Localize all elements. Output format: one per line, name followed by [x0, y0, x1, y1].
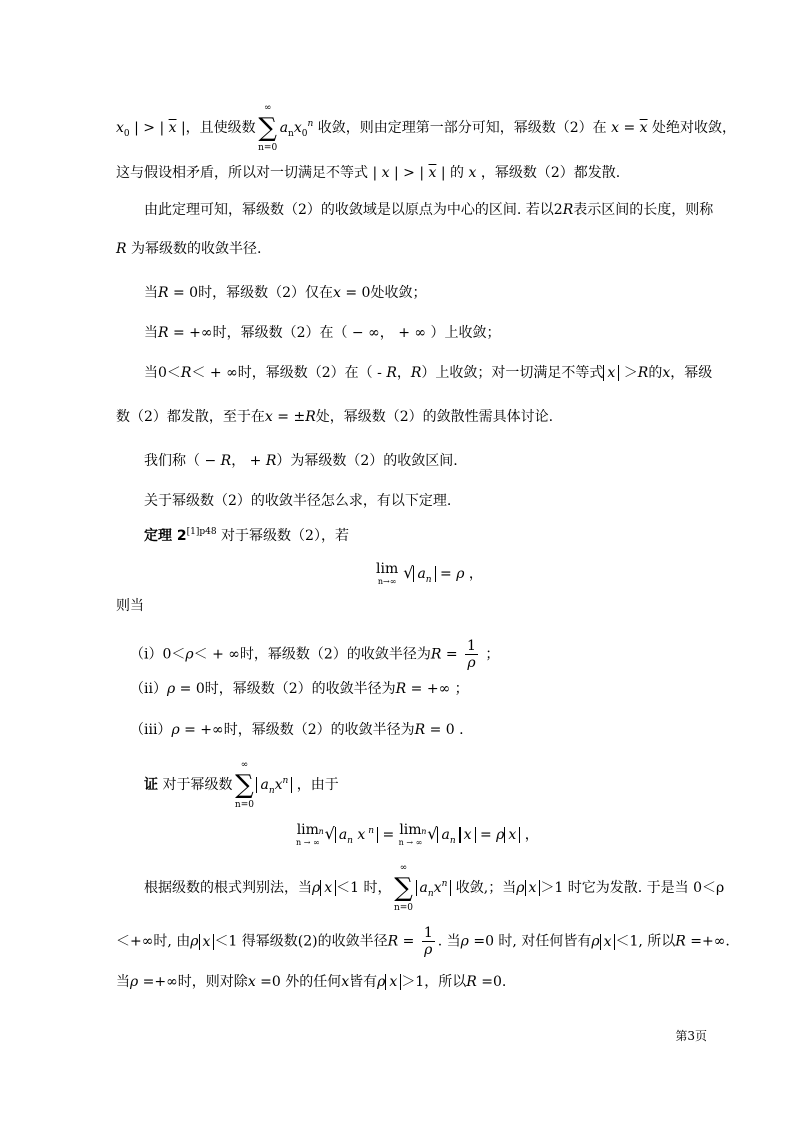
var-rho: ρ [456, 566, 465, 582]
numerator: 1 [467, 638, 476, 654]
abs-term [256, 776, 292, 796]
abs-x: x [600, 934, 616, 950]
var-rho: ρ [516, 880, 525, 896]
limit-operator [296, 822, 320, 848]
paragraph-line-13 [116, 972, 506, 992]
superscript: n [282, 776, 289, 786]
var-a: a [417, 566, 426, 582]
numerator: 1 [423, 925, 433, 941]
abs-x: x [603, 365, 619, 381]
var-x: x [468, 165, 477, 181]
var-x: x [611, 120, 619, 136]
theorem-reference: [1]p48 [186, 527, 217, 537]
var-rho: ρ [130, 974, 139, 990]
text: 关于幂级数（2）的收敛半径怎么求，有以下定理. [144, 493, 452, 509]
page-number: 第3页 [675, 1029, 707, 1043]
text: = +∞时，幂级数（2）在（ − ∞， + ∞ ）上收敛； [168, 325, 501, 341]
sigma-upper: ∞ [263, 103, 272, 113]
text: = 0时，幂级数（2）的收敛半径为 [175, 681, 396, 697]
text: = [435, 566, 457, 582]
var-x: x [662, 365, 671, 381]
var-a: a [338, 827, 348, 843]
text: 由此定理可知，幂级数（2）的收敛域是以原点为中心的区间. 若以2 [144, 202, 563, 218]
text: 根据级数的根式判别法，当 [144, 880, 312, 896]
root-index: n [318, 827, 324, 836]
var-x: x [247, 974, 256, 990]
text: ＞1，所以 [401, 974, 467, 990]
paragraph-line-4 [116, 239, 261, 259]
sigma-upper: ∞ [399, 863, 408, 873]
text: = +∞时，幂级数（2）的收敛半径为 [179, 722, 415, 738]
var-rho: ρ [166, 681, 176, 697]
var-R: R [395, 681, 407, 697]
text: . 当 [437, 933, 461, 950]
sigma-lower: n=0 [234, 800, 254, 810]
case-r-finite [144, 363, 712, 383]
fraction [422, 925, 435, 958]
case-iii [130, 720, 464, 740]
text: 处绝对收敛， [647, 120, 736, 136]
text: =0 外的任何 [255, 974, 342, 990]
text: =0. [476, 974, 507, 990]
nth-root: √ $a_n$ [403, 563, 435, 586]
text: = [441, 646, 463, 663]
paragraph-line-8 [116, 407, 553, 427]
var-R: R [562, 202, 574, 218]
text: 对于幂级数 [158, 777, 233, 793]
subscript: 0 [123, 129, 130, 139]
paragraph-line-3 [144, 200, 713, 220]
paragraph-line-1 [116, 103, 736, 153]
var-x: x [381, 165, 390, 181]
var-R: R [386, 365, 397, 381]
text: ＜1 时， [336, 880, 392, 896]
var-rho: ρ [185, 646, 194, 663]
var-rho: ρ [460, 933, 469, 950]
case-ii [130, 679, 469, 699]
text: ＜ + ∞时，幂级数（2）在（ - [191, 365, 387, 381]
text: 当 [116, 974, 130, 990]
root-index: n [421, 827, 427, 836]
text: 皆有 [349, 974, 378, 990]
paragraph-line-10 [144, 491, 451, 511]
text: 的 [648, 365, 663, 381]
text: ， [396, 365, 411, 381]
var-rho: ρ [312, 880, 321, 896]
nth-root: n √ $a_n$ [427, 824, 459, 847]
sigma-symbol: ∞ ∑ n=0 [393, 875, 415, 901]
text: 为幂级数的收敛半径. [126, 241, 262, 257]
text: | > | [389, 165, 429, 181]
text: ＜+∞时, 由 [116, 933, 191, 950]
superscript: n [365, 826, 374, 836]
var-R: R [466, 974, 477, 990]
text: ，幂级数（2）都发散. [476, 165, 621, 181]
abs-x: x [320, 880, 336, 896]
text: = [619, 120, 640, 136]
var-rho: ρ [591, 933, 600, 950]
text: = [475, 827, 497, 843]
text: 表示区间的长度，则称 [573, 202, 714, 218]
denominator: ρ [467, 655, 476, 671]
lim-subscript: n → ∞ [296, 838, 320, 847]
text: 当 [144, 285, 158, 301]
text: 收敛，则由定理第一部分可知，幂级数（2）在 [313, 120, 612, 136]
case-r-zero [144, 283, 426, 303]
proof-label: 证 [144, 777, 158, 793]
var-x-bar: $\overline{x}$ [168, 120, 177, 136]
text: = [398, 933, 419, 950]
var-R: R [158, 325, 169, 341]
nth-root: n √ $a_n$ x $^n$ [325, 824, 378, 847]
lim-text: lim [399, 822, 422, 838]
then-when [116, 596, 144, 616]
text: 则当 [116, 598, 144, 614]
sigma-symbol: ∞ ∑ n=0 [233, 772, 255, 798]
var-R: R [180, 365, 192, 381]
text: 对于幂级数（2），若 [216, 528, 349, 544]
text: ，由于 [292, 777, 339, 793]
lim-subscript: n→∞ [377, 577, 397, 586]
text: 当 [144, 325, 158, 341]
text: = 0时，幂级数（2）仅在 [168, 285, 333, 301]
abs-x: x [525, 880, 541, 896]
abs-term [416, 879, 452, 899]
text: | > | [129, 120, 169, 136]
text: ， [464, 566, 483, 582]
lim-text: lim [296, 822, 319, 838]
denominator: ρ [424, 942, 433, 958]
abs-x: x [199, 934, 215, 950]
text: ＞ [619, 365, 638, 381]
var-R: R [305, 409, 316, 425]
var-a: a [441, 827, 450, 843]
var-x-bar: $\overline{x}$ [639, 120, 648, 136]
text: ， + [231, 453, 266, 469]
var-rho: ρ [377, 974, 386, 990]
proof-line [144, 760, 339, 810]
subscript: n [347, 836, 353, 846]
var-x: x [341, 974, 350, 990]
text: =+∞时，则对除 [138, 974, 248, 990]
var-R: R [410, 365, 422, 381]
var-x: x [293, 120, 302, 136]
text: 收敛,；当 [451, 880, 517, 896]
var-R: R [387, 933, 399, 950]
var-R: R [265, 453, 277, 469]
abs-x: x [504, 827, 520, 843]
var-R: R [637, 365, 649, 381]
text: | 的 [436, 165, 469, 181]
var-R: R [220, 453, 232, 469]
fraction [465, 638, 478, 671]
var-a: a [419, 880, 428, 896]
var-rho: ρ [190, 933, 199, 950]
text: ； [480, 646, 500, 663]
paragraph-line-2 [116, 163, 620, 183]
sigma-lower: n=0 [393, 903, 414, 913]
text: 数（2）都发散，至于在 [116, 409, 265, 425]
paragraph-line-12 [116, 925, 730, 958]
var-x: x [433, 880, 442, 896]
text: = 0处收敛； [340, 285, 427, 301]
text: = +∞ ； [406, 681, 469, 697]
text: （ii） [130, 681, 167, 697]
subscript: n [449, 836, 456, 846]
sigma-lower: n=0 [258, 143, 278, 153]
text: =+∞. [685, 933, 730, 950]
var-x-bar: $\overline{x}$ [428, 165, 437, 181]
superscript: n [441, 879, 448, 889]
abs-x: x [385, 974, 401, 990]
text: （i）0＜ [130, 646, 186, 663]
var-x: x [352, 827, 366, 843]
sigma-symbol: ∞ ∑ n=0 [257, 115, 279, 141]
var-rho: ρ [496, 827, 505, 843]
text: 处，幂级数（2）的敛散性需具体讨论. [315, 409, 554, 425]
subscript: n [268, 786, 275, 796]
text: ＜ + ∞时，幂级数（2）的收敛半径为 [193, 646, 431, 663]
case-r-infinite [144, 323, 501, 343]
theorem-label: 定理 2 [144, 528, 187, 544]
var-R: R [158, 285, 169, 301]
var-a: a [279, 120, 289, 136]
var-a: a [260, 777, 269, 793]
lim-subscript: n → ∞ [398, 838, 423, 847]
subscript: n [427, 889, 434, 899]
text: = [378, 827, 399, 843]
text: =0 时, 对任何皆有 [468, 933, 592, 950]
var-x: x [333, 285, 341, 301]
case-i [130, 638, 499, 671]
var-x: x [274, 777, 283, 793]
limit-operator [399, 822, 423, 848]
text: （iii） [130, 722, 172, 738]
text: 我们称（ − [144, 453, 221, 469]
equation-root-limit [376, 561, 483, 587]
var-R: R [414, 722, 426, 738]
subscript: 0 [301, 129, 308, 139]
text: ，幂级 [670, 365, 713, 381]
text: ， [520, 827, 539, 843]
paragraph-line-11 [144, 863, 725, 913]
text: 当0＜ [144, 365, 181, 381]
var-R: R [116, 241, 127, 257]
text: = ± [272, 409, 306, 425]
text: 这与假设相矛盾，所以对一切满足不等式 | [116, 165, 382, 181]
text: ＜1, 所以 [615, 933, 676, 950]
var-rho: ρ [171, 722, 180, 738]
subscript: n [425, 575, 432, 585]
text: ＜1 得幂级数(2)的收敛半径 [214, 933, 388, 950]
abs-x: x [460, 827, 476, 843]
text: ＞1 时它为发散. 于是当 0＜ρ [540, 880, 725, 896]
var-R: R [675, 933, 686, 950]
subscript: n [288, 129, 294, 139]
limit-operator [376, 561, 398, 587]
text: ）上收敛；对一切满足不等式 [421, 365, 604, 381]
sigma-upper: ∞ [240, 760, 249, 770]
var-R: R [430, 646, 442, 663]
var-x: x [264, 409, 273, 425]
superscript: n [307, 119, 314, 129]
theorem-heading [144, 526, 349, 548]
paragraph-line-9 [144, 451, 458, 471]
text: ）为幂级数（2）的收敛区间. [276, 453, 458, 469]
var-x: x [116, 120, 124, 136]
lim-text: lim [376, 561, 399, 577]
text: |，且使级数 [176, 120, 256, 136]
text: = 0 . [425, 722, 464, 738]
equation-root-test [296, 822, 539, 848]
